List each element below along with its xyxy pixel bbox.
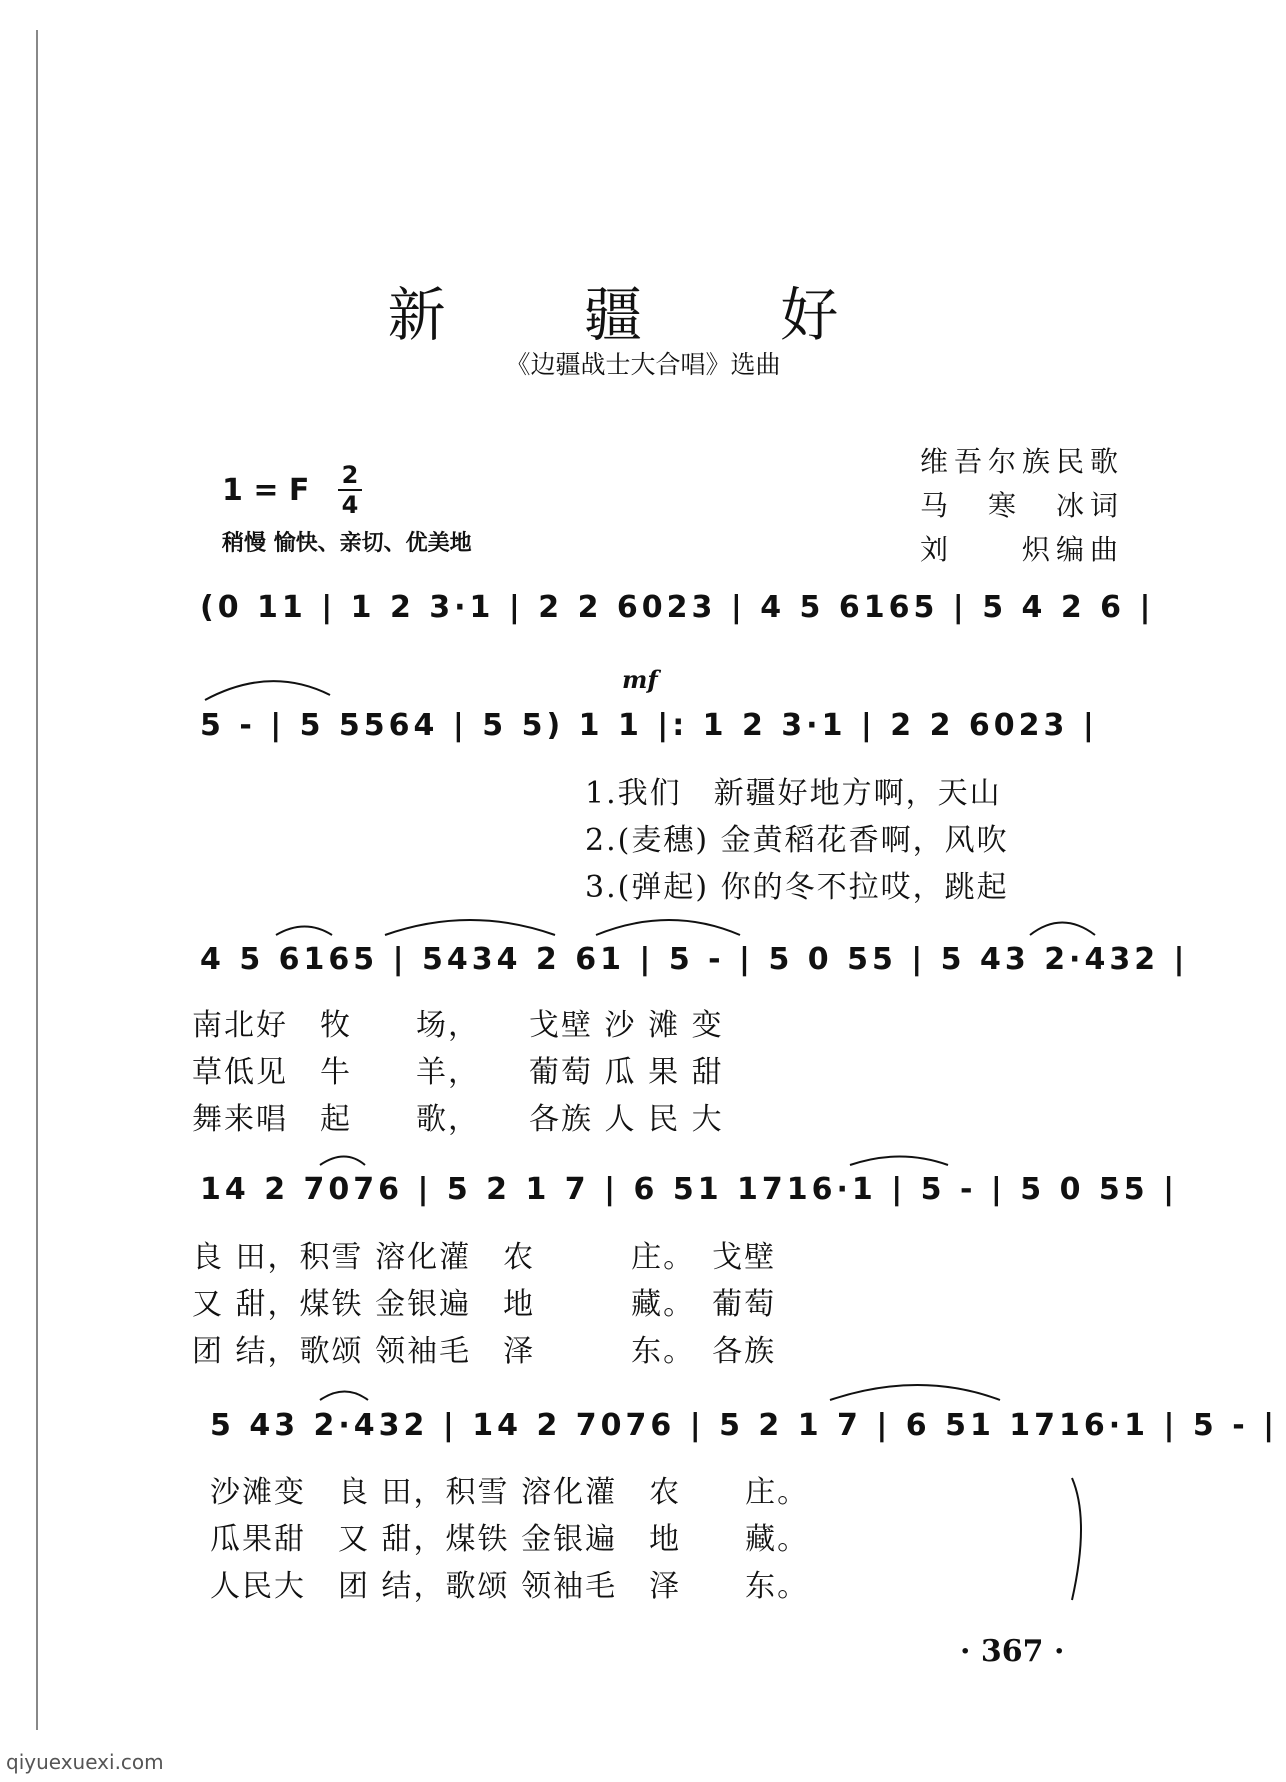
lyric-line-5-verse-3: 人民大 团 结，歌颂 领袖毛 泽 东。 [210, 1569, 810, 1604]
lyric-line-4-verse-3: 团 结，歌颂 领袖毛 泽 东。 各族 [192, 1334, 777, 1369]
score-line-3-notes: 4 5 6165 | 5434 2 61 | 5 - | 5 0 55 | 5 43 2·432 | [200, 942, 1189, 977]
verse-bracket [1072, 1478, 1081, 1600]
slur-line-4a [320, 1157, 365, 1166]
lyric-line-5-verse-2: 瓜果甜 又 甜，煤铁 金银遍 地 藏。 [210, 1522, 810, 1557]
lyric-line-2-verse-1: 1.我们 新疆好地方啊，天山 [585, 776, 1002, 811]
credit-lyricist: 马 寒 冰词 [920, 489, 1125, 522]
credit-origin: 维吾尔族民歌 [920, 445, 1125, 478]
slur-line-2a [205, 681, 330, 700]
slur-line-3c [596, 920, 740, 935]
key-signature: 1 = F [222, 473, 310, 508]
lyric-line-3-verse-3: 舞来唱 起 歌， 各族 人 民 大 [192, 1102, 724, 1137]
lyric-line-3-verse-1: 南北好 牧 场， 戈壁 沙 滩 变 [192, 1008, 724, 1043]
lyric-line-2-verse-2: 2.(麦穗) 金黄稻花香啊，风吹 [585, 823, 1009, 858]
watermark-text: qiyuexuexi.com [6, 1750, 164, 1774]
credit-arranger: 刘 炽编曲 [920, 533, 1125, 566]
lyric-line-4-verse-2: 又 甜，煤铁 金银遍 地 藏。 葡萄 [192, 1287, 777, 1322]
slur-line-5a [320, 1392, 368, 1401]
time-sig-top: 2 [341, 461, 359, 489]
dynamic-mf: mf [622, 665, 658, 694]
score-line-5-notes: 5 43 2·432 | 14 2 7076 | 5 2 1 7 | 6 51 1716·1 | 5 - | [210, 1408, 1279, 1443]
score-line-1-notes: (0 11 | 1 2 3·1 | 2 2 6023 | 4 5 6165 | 5 4 2 6 | [200, 590, 1155, 625]
page-number: · 367 · [960, 1634, 1065, 1669]
tempo-marking: 稍慢 愉快、亲切、优美地 [222, 531, 472, 556]
time-sig-bottom: 4 [341, 491, 359, 519]
lyric-line-3-verse-2: 草低见 牛 羊， 葡萄 瓜 果 甜 [192, 1055, 724, 1090]
slur-line-3a [276, 927, 332, 936]
song-title: 新 疆 好 [387, 281, 899, 349]
score-line-2-notes: 5 - | 5 5564 | 5 5) 1 1 |: 1 2 3·1 | 2 2 6023 | [200, 708, 1098, 743]
lyric-line-4-verse-1: 良 田，积雪 溶化灌 农 庄。 戈壁 [192, 1240, 777, 1275]
song-subtitle: 《边疆战士大合唱》选曲 [505, 350, 781, 379]
slur-line-3d [1030, 923, 1095, 936]
lyric-line-5-verse-1: 沙滩变 良 田，积雪 溶化灌 农 庄。 [210, 1475, 810, 1510]
lyric-line-2-verse-3: 3.(弹起) 你的冬不拉哎，跳起 [585, 870, 1009, 905]
slur-line-4b [850, 1157, 948, 1166]
slur-line-3b [385, 920, 555, 935]
score-line-4-notes: 14 2 7076 | 5 2 1 7 | 6 51 1716·1 | 5 - | 5 0 55 | [200, 1172, 1179, 1207]
slur-line-5b [830, 1385, 1000, 1400]
